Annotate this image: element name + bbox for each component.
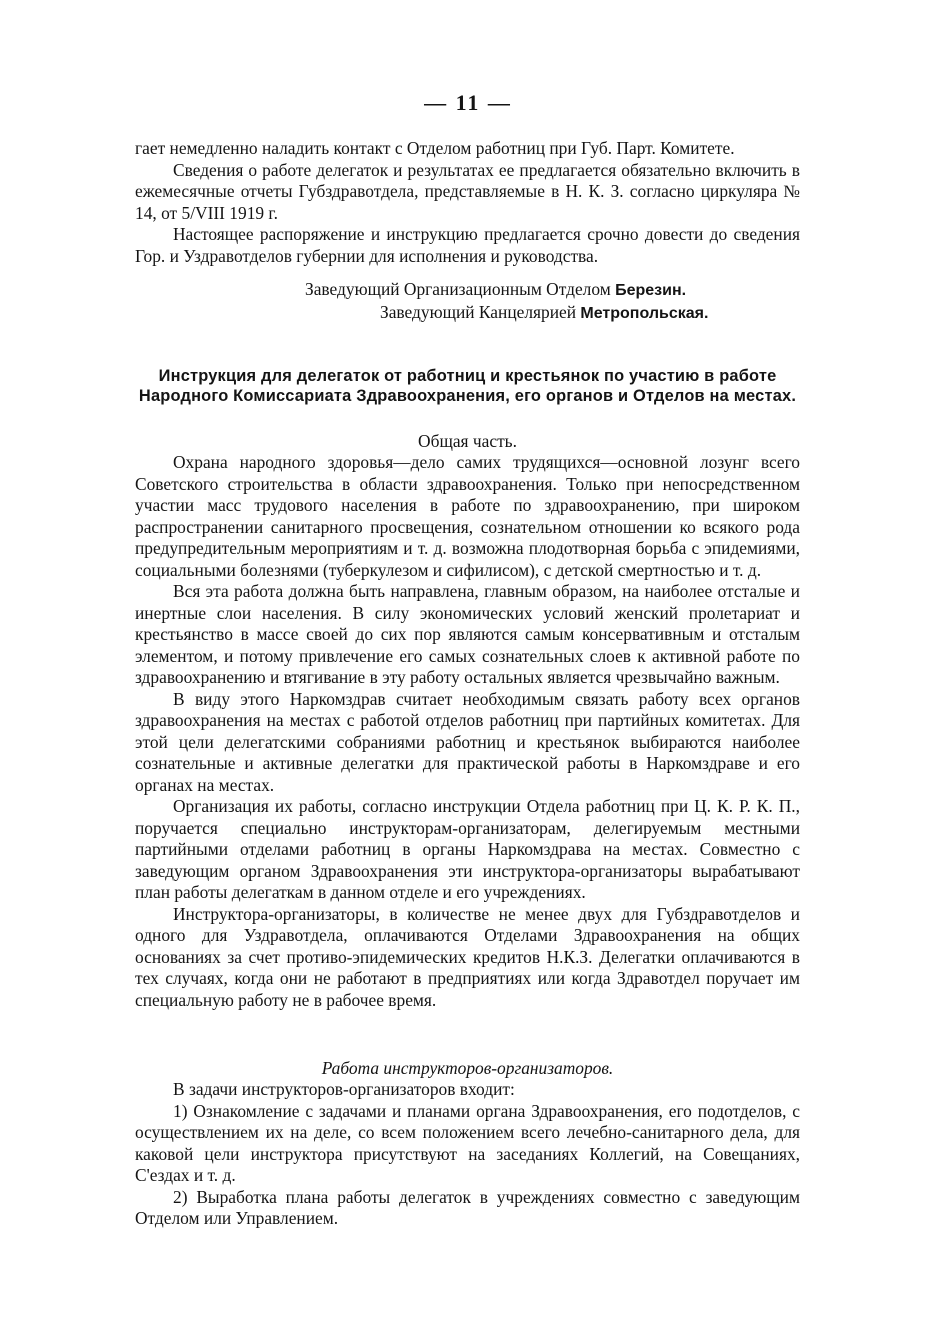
section-intro: В задачи инструкторов-организаторов входит: xyxy=(173,1079,515,1099)
closing-text-block xyxy=(135,138,800,267)
list-item: 1) Ознакомление с задачами и планами органа Здравоохранения, его подотделов, с осуществлением их на деле, со всем положением всего лечебно-санитарного дела, для каковой цели инструктора присутствуют на заседаниях Коллегий, на Совещаниях, С'ездах и т. д. xyxy=(135,1100,800,1185)
paragraph: Инструктора-организаторы, в количестве не менее двух для Губздравотделов и одного для Уздравотдела, оплачиваются Отделами Здравоохранения на общих основаниях за счет противо-эпидемических кредитов Н.К.З. Делегатки оплачиваются в тех случаях, когда они не работают в предприятиях или когда Здравотдел поручает им специальную работу не в рабочее время. xyxy=(135,903,800,1010)
signature-name: Метропольская. xyxy=(580,304,709,322)
page-number: — 11 — xyxy=(424,90,512,115)
paragraph-reports: Сведения о работе делегаток и результатах ее предлагается обязательно включить в ежемесячные отчеты Губздравотдела, представляемые в Н. К. З. согласно циркуляра № 14, от 5/VIII 1919 г. xyxy=(135,159,800,223)
signature-line xyxy=(380,302,800,325)
instruction-title-block xyxy=(135,366,800,406)
signature-line xyxy=(305,279,800,302)
paragraph: Организация их работы, согласно инструкции Отдела работниц при Ц. К. Р. К. П., поручается специально инструкторам-организаторам, делегируемым местными партийными отделами работниц в органы Наркомздрава на местах. Совместно с заведующим органом Здравоохранения эти инструктора-организаторы вырабатывают план работы делегаткам в данном отделе и его учреждениях. xyxy=(135,796,800,902)
instruction-title: Инструкция для делегаток от работниц и крестьянок по участию в работе Народного Комиссариата Здравоохранения, его органов и Отделов на местах. xyxy=(138,367,797,405)
signature-position: Заведующий Канцелярией xyxy=(380,301,577,322)
general-section xyxy=(135,430,800,1011)
paragraph: Охрана народного здоровья—дело самих трудящихся—основной лозунг всего Советского строительства в области здравоохранения. Только при непосредственном участии масс трудового населения в работе по здравоохранению, при широком распространении санитарного просвещения, сознательном отношении ко всякого рода предупредительным мероприятиям и т. д. возможна плодотворная борьба с эпидемиями, социальными болезнями (туберкулезом и сифилисом), с детской смертностью и т. д. xyxy=(135,452,800,580)
signature-name: Березин. xyxy=(615,282,687,299)
paragraph-continuation: гает немедленно наладить контакт с Отделом работниц при Губ. Парт. Комитете. xyxy=(135,138,735,158)
list-item: 2) Выработка плана работы делегаток в учреждениях совместно с заведующим Отделом или Управлением. xyxy=(135,1186,800,1228)
paragraph-order: Настоящее распоряжение и инструкцию предлагается срочно довести до сведения Гор. и Уздравотделов губернии для исполнения и руководства. xyxy=(135,224,800,266)
section-title-instructors: Работа инструкторов-организаторов. xyxy=(321,1058,614,1078)
paragraph: Вся эта работа должна быть направлена, главным образом, на наиболее отсталые и инертные слои населения. В силу экономических условий женский пролетариат и крестьянство в массе своей до сих пор являются самым консервативным и отсталым элементом, и потому привлечение его самых сознательных слоев к активной работе по здравоохранению и втягивание в эту работу остальных является чрезвычайно важным. xyxy=(135,581,800,687)
signature-position: Заведующий Организационным Отделом xyxy=(305,279,611,299)
paragraph: В виду этого Наркомздрав считает необходимым связать работу всех органов здравоохранения на местах с работой отделов работниц при партийных комитетах. Для этой цели делегатскими собраниями работниц и крестьянок выбираются наиболее сознательные и активные делегатки для практической работы в Наркомздраве и его органах на местах. xyxy=(135,688,800,795)
signatures-block xyxy=(135,279,800,324)
instructors-section xyxy=(135,1057,800,1230)
section-title-general: Общая часть. xyxy=(418,431,517,451)
